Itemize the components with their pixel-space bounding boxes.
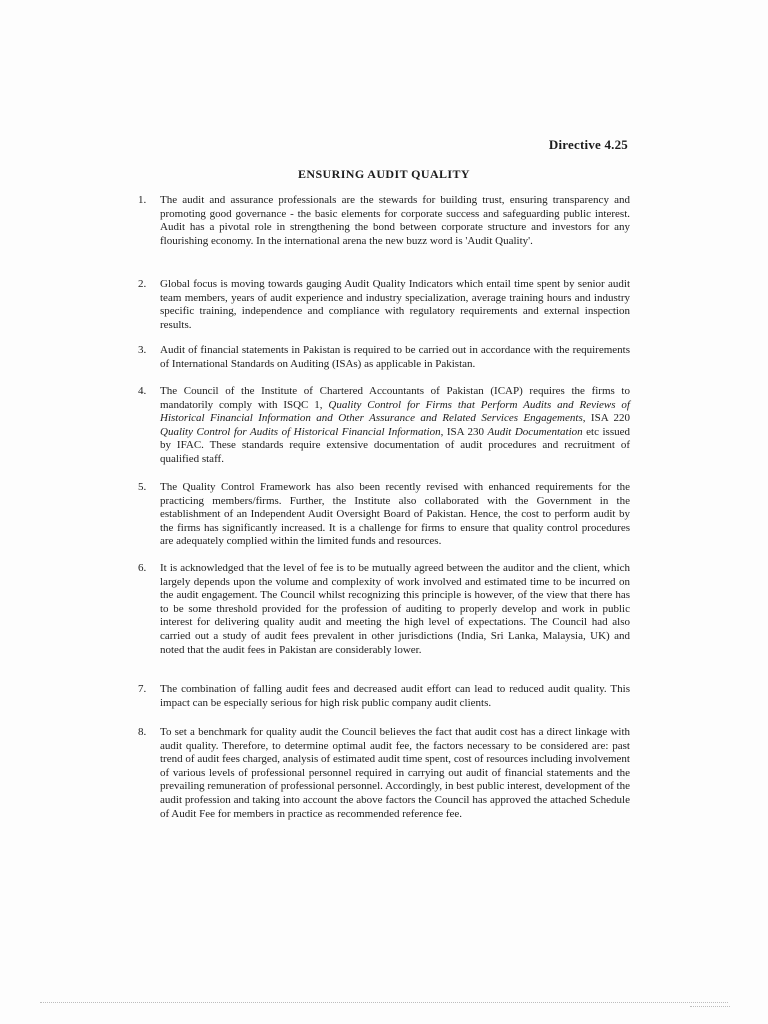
- paragraph-6: [138, 562, 630, 657]
- paragraph-1: [138, 194, 630, 248]
- paragraph-text: Audit of financial statements in Pakistan is required to be carried out in accordance with the requirements of International Standards on Auditing (ISAs) as applicable in Pakistan.: [160, 344, 630, 370]
- paragraph-2: [138, 278, 630, 332]
- paragraph-number: 8.: [138, 726, 147, 738]
- paragraph-text-segment: , ISA 220: [582, 412, 630, 425]
- paragraph-text: It is acknowledged that the level of fee is to be mutually agreed between the auditor and the client, which largely depends upon the volume and complexity of work involved and estimated time to be incurred on the audit engagement. The Council whilst recognizing this principle is however, of the view that there has to be some threshold provided for the profession of auditing to properly develop and work in public interest for delivering quality audit and meeting the high level of expectations. The Council had also carried out a study of audit fees prevalent in other jurisdictions (India, Sri Lanka, Malaysia, UK) and noted that the audit fees in Pakistan are considerably lower.: [160, 562, 630, 656]
- directive-number: Directive 4.25: [548, 137, 628, 152]
- paragraph-number: 3.: [138, 344, 147, 356]
- standard-title-isqc1: Quality Control for Firms that Perform Audits and Reviews of Historical Financial Information and Other Assurance and Related Services Engagements: [160, 398, 630, 425]
- paragraph-8: [138, 726, 630, 821]
- paragraph-number: 5.: [138, 481, 147, 493]
- paragraph-number: 6.: [138, 562, 147, 574]
- standard-title-isa220: Quality Control for Audits of Historical Financial Information: [160, 425, 441, 438]
- paragraph-text: The audit and assurance professionals are the stewards for building trust, ensuring transparency and promoting good governance - the basic elements for corporate success and safeguarding public interest. Audit has a pivotal role in strengthening the bond between corporate structure and investors for any flourishing economy. In the international arena the new buzz word is 'Audit Quality'.: [160, 194, 630, 247]
- paragraph-3: [138, 344, 630, 371]
- paragraph-number: 2.: [138, 278, 147, 290]
- paragraph-text: The Quality Control Framework has also been recently revised with enhanced requirements for the practicing members/firms. Further, the Institute also collaborated with the Government in the establishment of an Independent Audit Oversight Board of Pakistan. Hence, the cost to perform audit by the firms has significantly increased. It is a challenge for firms to ensure that quality control procedures are adequately complied within the limited funds and resources.: [160, 481, 630, 548]
- paragraph-text-segment: The Council of the Institute of Chartered Accountants of Pakistan (ICAP) requires the firms to mandatorily comply with ISQC 1,: [160, 385, 630, 411]
- paragraph-text: Global focus is moving towards gauging Audit Quality Indicators which entail time spent by senior audit team members, years of audit experience and industry specialization, average training hours and industry specific training, independence and compliance with regulatory requirements and external inspection results.: [160, 278, 630, 331]
- paragraph-5: [138, 481, 630, 549]
- scan-artifact-mark: [690, 1006, 730, 1007]
- paragraph-4: [138, 385, 631, 467]
- paragraph-text: To set a benchmark for quality audit the Council believes the fact that audit cost has a direct linkage with audit quality. Therefore, to determine optimal audit fee, the factors necessary to be considered are: past trend of audit fees charged, analysis of estimated audit time spent, cost of resources including involvement of various levels of professional personnel required in carrying out audit of financial statements and the prevailing remuneration of professional personnel. Accordingly, in best public interest, development of the audit profession and taking into account the above factors the Council has approved the attached Schedule of Audit Fee for members in practice as recommended reference fee.: [160, 726, 630, 820]
- scan-artifact-line: [40, 1002, 728, 1003]
- paragraph-number: 1.: [138, 194, 147, 206]
- paragraph-number: 7.: [138, 683, 147, 695]
- paragraph-text-segment: etc issued by IFAC. These standards require extensive documentation of audit procedures and recruitment of qualified staff.: [160, 425, 631, 465]
- page-title: ENSURING AUDIT QUALITY: [298, 167, 470, 181]
- paragraph-text-segment: , ISA 230: [440, 425, 488, 438]
- paragraph-text: The combination of falling audit fees and decreased audit effort can lead to reduced audit quality. This impact can be especially serious for high risk public company audit clients.: [160, 683, 630, 709]
- paragraph-7: [138, 683, 630, 710]
- paragraph-number: 4.: [138, 385, 147, 397]
- standard-title-isa230: Audit Documentation: [487, 425, 583, 438]
